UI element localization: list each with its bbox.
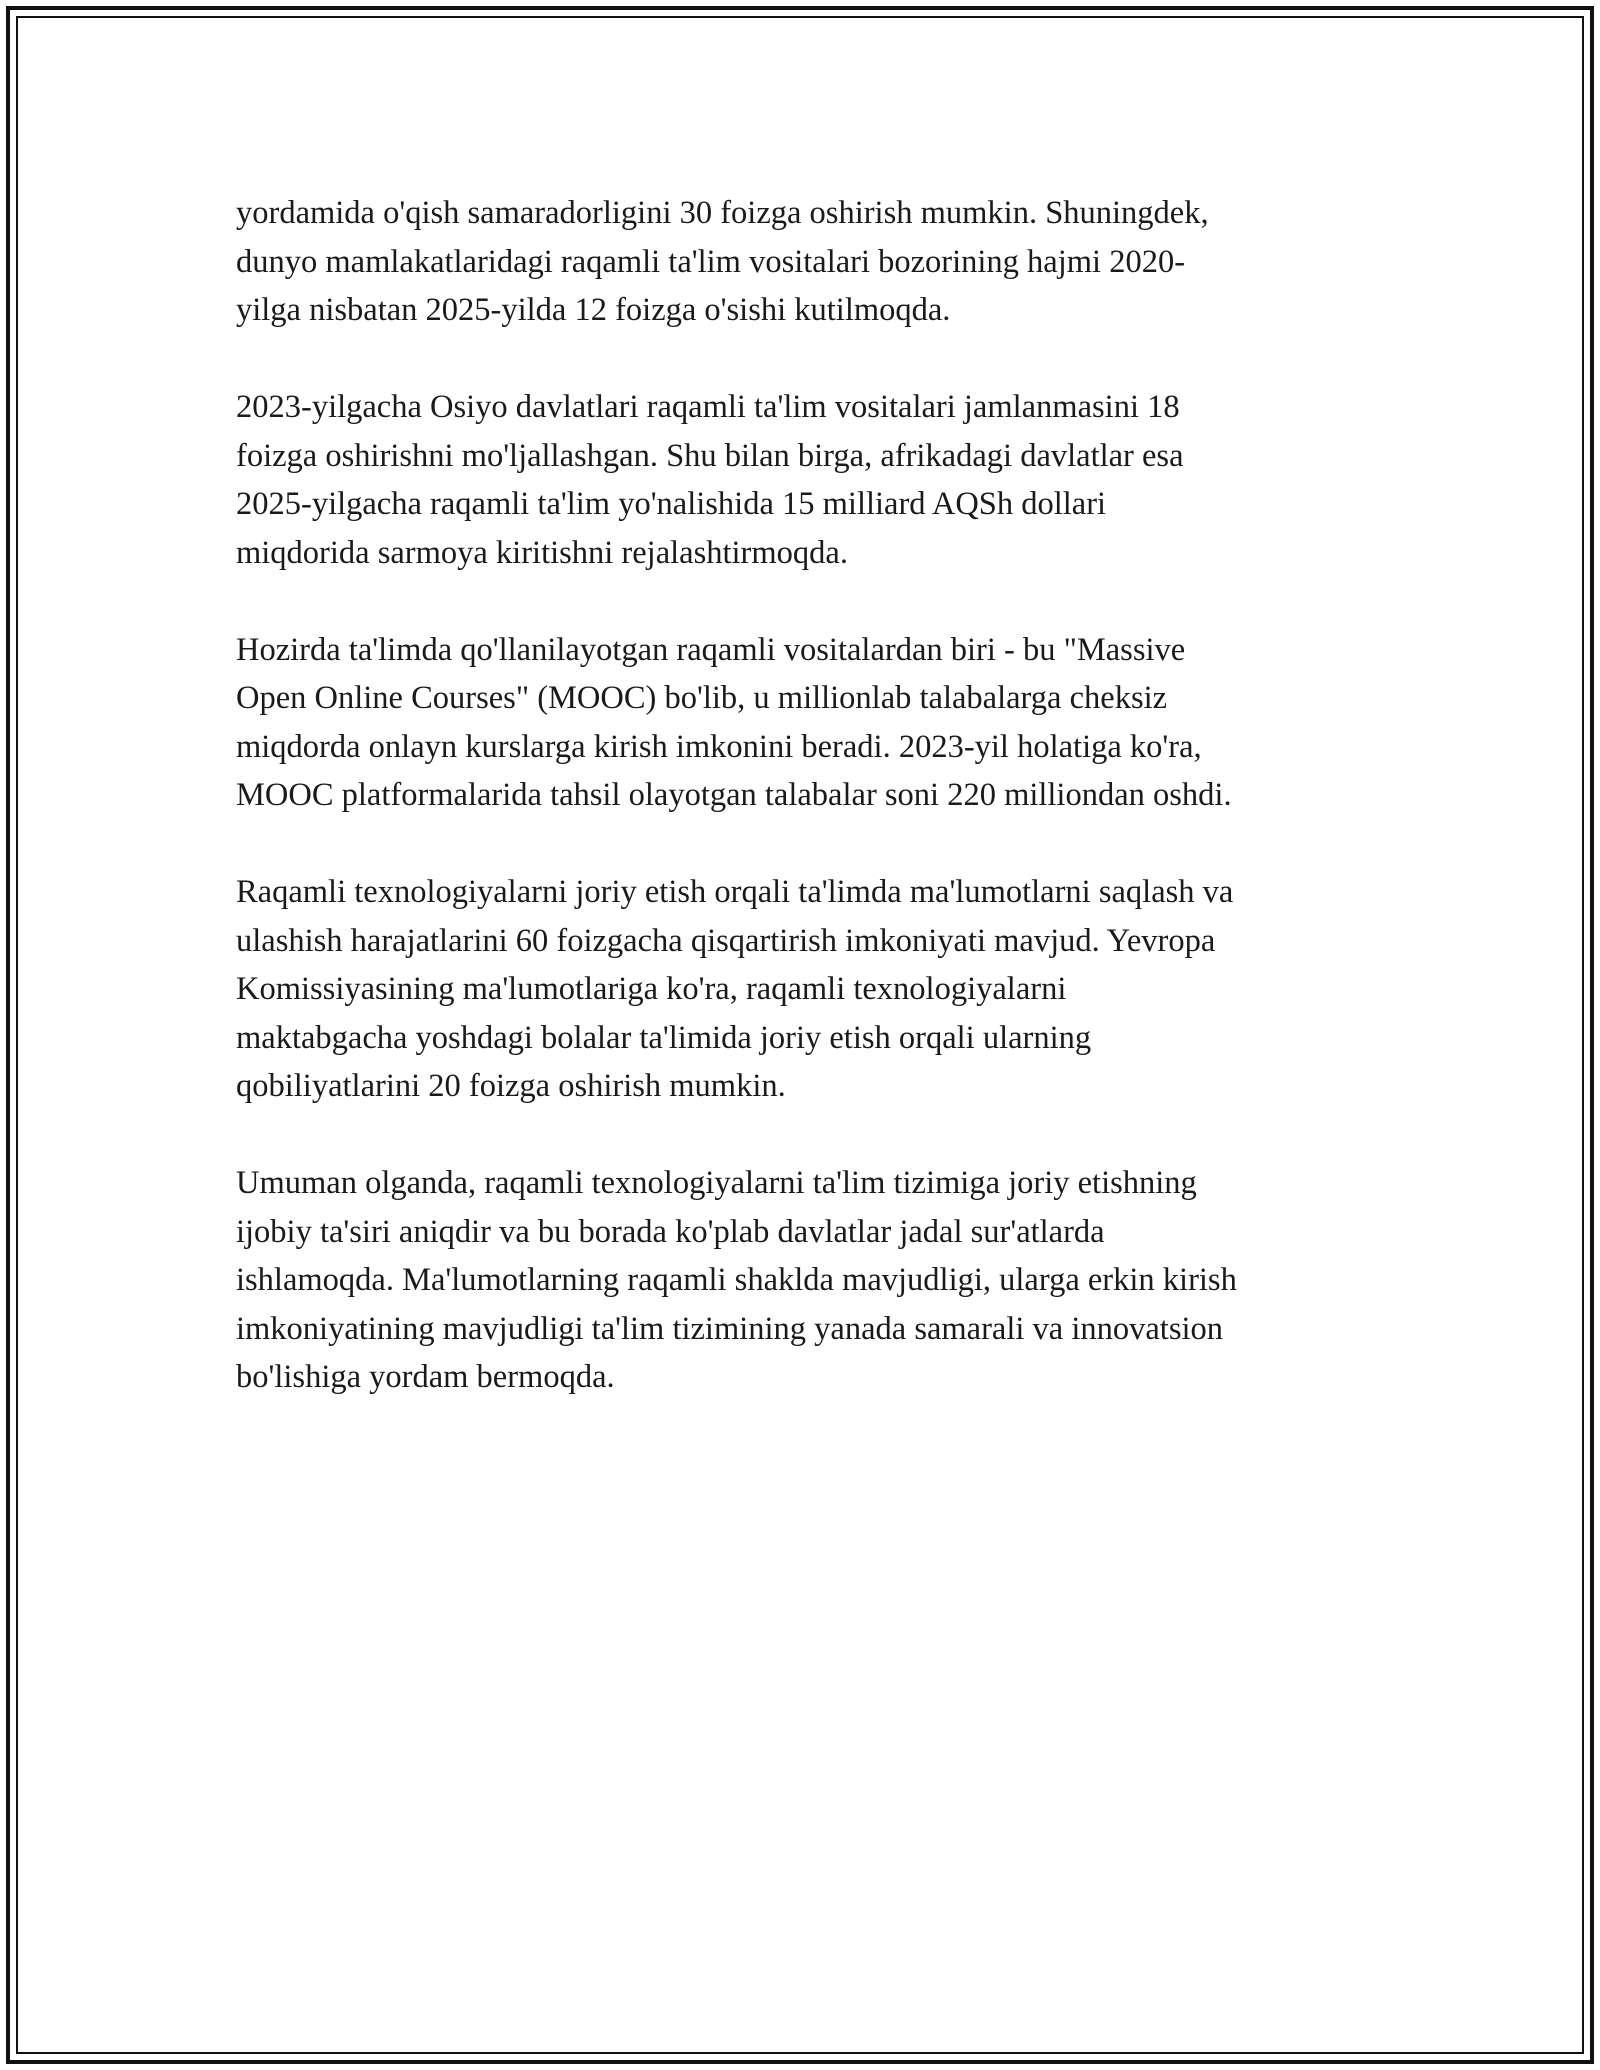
paragraph-5: Umuman olganda, raqamli texnologiyalarni ta'lim tizimiga joriy etishning ijobiy ta'siri aniqdir va bu borada ko'plab davlatlar jadal sur'atlarda ishlamoqda. Ma'lumotlarning raqamli shaklda mavjudligi, ularga erkin kirish imkoniyatining mavjudligi ta'lim tizimining yanada samarali va innovatsion bo'lishiga yordam bermoqda. xyxy=(236,1165,1237,1395)
paragraph-2: 2023-yilgacha Osiyo davlatlari raqamli ta'lim vositalari jamlanmasini 18 foizga oshirishni mo'ljallashgan. Shu bilan birga, afrikadagi davlatlar esa 2025-yilgacha raqamli ta'lim yo'nalishida 15 milliard AQSh dollari miqdorida sarmoya kiritishni rejalashtirmoqda. xyxy=(236,389,1184,571)
document-body xyxy=(236,189,1376,1450)
paragraph-1: yordamida o'qish samaradorligini 30 foizga oshirish mumkin. Shuningdek, dunyo mamlakatlaridagi raqamli ta'lim vositalari bozorining hajmi 2020- yilga nisbatan 2025-yilda 12 foizga o'sishi kutilmoqda. xyxy=(236,195,1209,328)
paragraph-3: Hozirda ta'limda qo'llanilayotgan raqamli vositalardan biri - bu "Massive Open Online Courses" (MOOC) bo'lib, u millionlab talabalarga cheksiz miqdorda onlayn kurslarga kirish imkonini beradi. 2023-yil holatiga ko'ra, MOOC platformalarida tahsil olayotgan talabalar soni 220 milliondan oshdi. xyxy=(236,631,1232,813)
paragraph-4: Raqamli texnologiyalarni joriy etish orqali ta'limda ma'lumotlarni saqlash va ulashish harajatlarini 60 foizgacha qisqartirish imkoniyati mavjud. Yevropa Komissiyasining ma'lumotlariga ko'ra, raqamli texnologiyalarni maktabgacha yoshdagi bolalar ta'limida joriy etish orqali ularning qobiliyatlarini 20 foizga oshirish mumkin. xyxy=(236,874,1234,1104)
